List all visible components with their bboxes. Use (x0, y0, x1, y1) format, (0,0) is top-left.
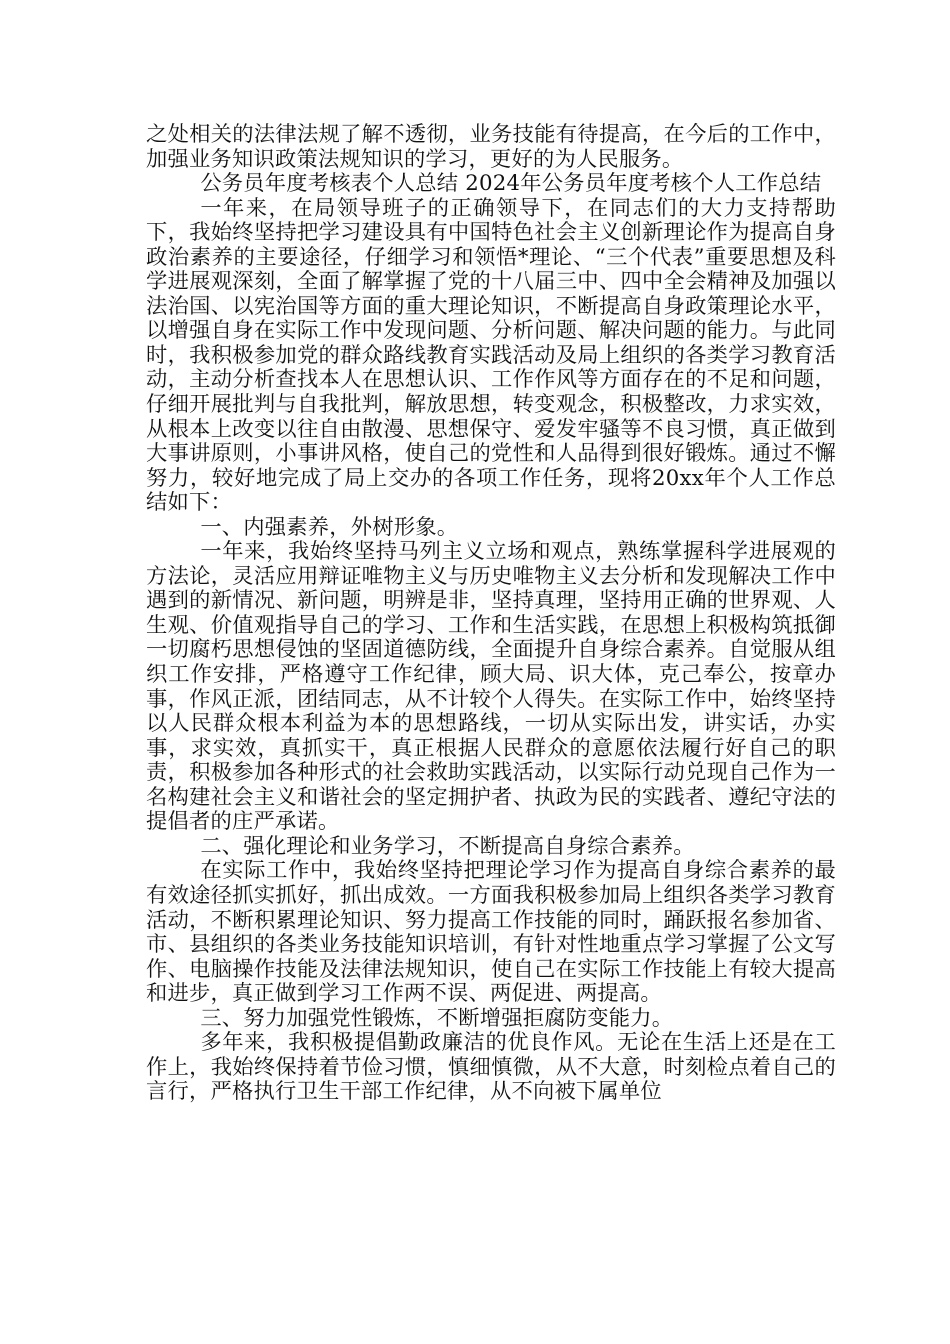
paragraph-intro: 一年来，在局领导班子的正确领导下，在同志们的大力支持帮助下，我始终坚持把学习建设具有中国特色社会主义创新理论作为提高自身政治素养的主要途径，仔细学习和领悟*理论、“三个代表”重要思想及科学进展观深刻，全面了解掌握了党的十八届三中、四中全会精神及加强以法治国、以宪治国等方面的重大理论知识，不断提高自身政策理论水平，以增强自身在实际工作中发现问题、分析问题、解决问题的能力。与此同时，我积极参加党的群众路线教育实践活动及局上组织的各类学习教育活动，主动分析查找本人在思想认识、工作作风等方面存在的不足和问题，仔细开展批判与自我批判，解放思想，转变观念，积极整改，力求实效，从根本上改变以往自由散漫、思想保守、爱发牢骚等不良习惯，真正做到大事讲原则，小事讲风格，使自己的党性和人品得到很好锻炼。通过不懈努力，较好地完成了局上交办的各项工作任务，现将20xx年个人工作总结如下： (146, 195, 836, 516)
section-body-1: 一年来，我始终坚持马列主义立场和观点，熟练掌握科学进展观的方法论，灵活应用辩证唯物主义与历史唯物主义去分析和发现解决工作中遇到的新情况、新问题，明辨是非，坚持真理，坚持用正确的世界观、人生观、价值观指导自己的学习、工作和生活实践，在思想上积极构筑抵御一切腐朽思想侵蚀的坚固道德防线，全面提升自身综合素养。自觉服从组织工作安排，严格遵守工作纪律，顾大局、识大体，克己奉公，按章办事，作风正派，团结同志，从不计较个人得失。在实际工作中，始终坚持以人民群众根本利益为本的思想路线，一切从实际出发，讲实话，办实事，求实效，真抓实干，真正根据人民群众的意愿依法履行好自己的职责，积极参加各种形式的社会救助实践活动，以实际行动兑现自己作为一名构建社会主义和谐社会的坚定拥护者、执政为民的实践者、遵纪守法的提倡者的庄严承诺。 (146, 539, 836, 835)
section-heading-2: 二、强化理论和业务学习，不断提高自身综合素养。 (200, 833, 695, 859)
section-body-2: 在实际工作中，我始终坚持把理论学习作为提高自身综合素养的最有效途径抓实抓好，抓出成效。一方面我积极参加局上组织各类学习教育活动，不断积累理论知识、努力提高工作技能的同时，踊跃报名参加省、市、县组织的各类业务技能知识培训，有针对性地重点学习掌握了公文写作、电脑操作技能及法律法规知识，使自己在实际工作技能上有较大提高和进步，真正做到学习工作两不误、两促进、两提高。 (146, 858, 836, 1007)
section-body-3: 多年来，我积极提倡勤政廉洁的优良作风。无论在生活上还是在工作上，我始终保持着节俭习惯，慎细慎微，从不大意，时刻检点着自己的言行，严格执行卫生干部工作纪律，从不向被下属单位 (146, 1030, 836, 1105)
section-heading-3: 三、努力加强党性锻炼，不断增强拒腐防变能力。 (200, 1005, 674, 1031)
paragraph-title: 公务员年度考核表个人总结 2024年公务员年度考核个人工作总结 (200, 171, 822, 197)
paragraph-1: 之处相关的法律法规了解不透彻，业务技能有待提高，在今后的工作中，加强业务知识政策法规知识的学习，更好的为人民服务。 (146, 122, 836, 172)
section-heading-1: 一、内强素养，外树形象。 (200, 514, 459, 540)
document-body (146, 123, 836, 1105)
